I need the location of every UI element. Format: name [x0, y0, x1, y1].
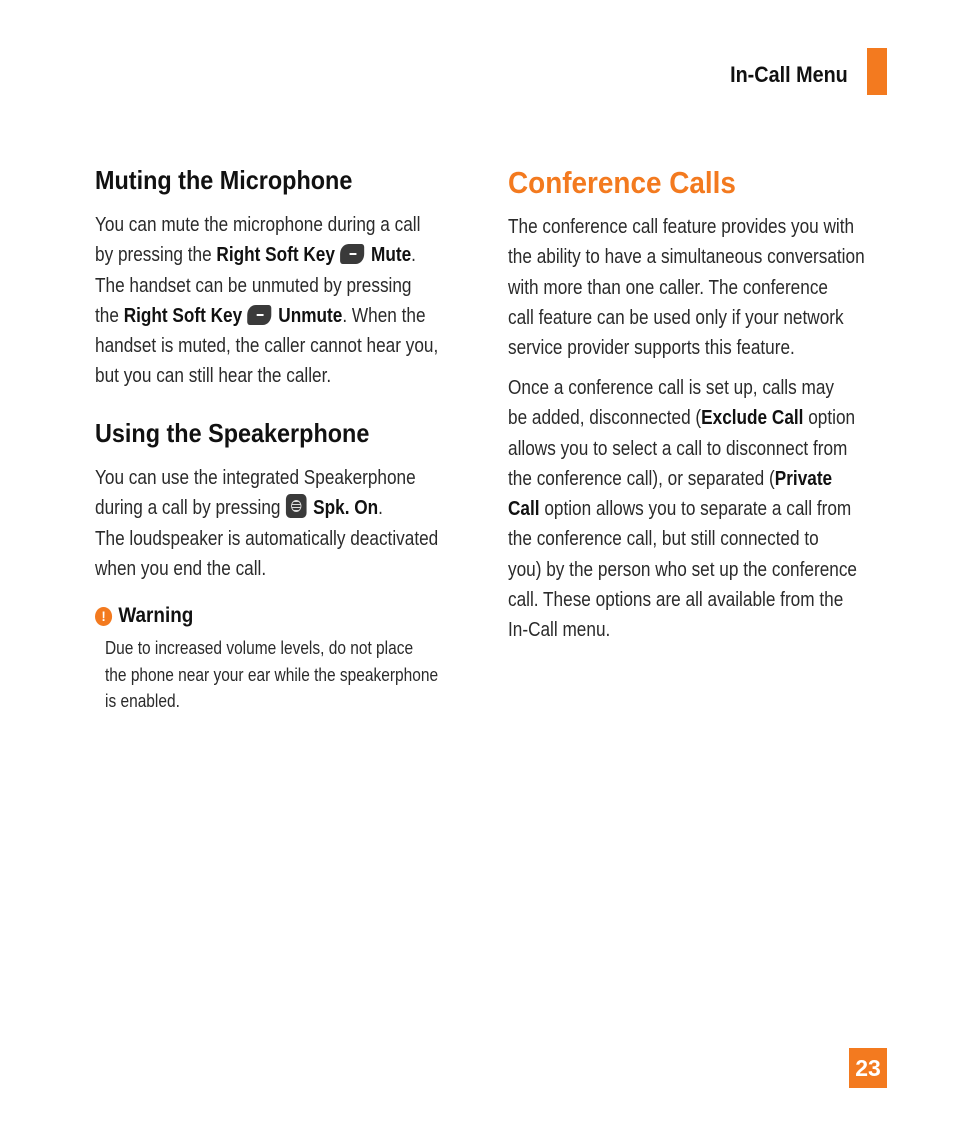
- conference-heading: Conference Calls: [508, 165, 736, 200]
- conference-paragraph-1: The conference call feature provides you with the ability to have a simultaneous conversation with more than one caller. The conference call feature can be used only if your network service provider supports this feature.: [508, 216, 865, 360]
- speaker-key-icon: [286, 494, 307, 518]
- speaker-paragraph: You can use the integrated Speakerphone during a call by pressing Spk. On. The loudspeaker is automatically deactivated when you end the call.: [95, 467, 439, 580]
- exclamation-icon: !: [95, 607, 112, 626]
- header-accent-bar: [867, 48, 887, 95]
- speaker-heading: Using the Speakerphone: [95, 418, 370, 448]
- muting-paragraph: You can mute the microphone during a call by pressing the Right Soft Key Mute. The handset can be unmuted by pressing the Right Soft Key Unmute. When the handset is muted, the caller cannot hear you, but you can still hear the caller.: [95, 214, 439, 388]
- right-soft-key-icon: [247, 305, 271, 325]
- warning-text: Due to increased volume levels, do not place the phone near your ear while the speakerphone is enabled.: [105, 638, 439, 711]
- warning-heading: ! Warning: [95, 604, 193, 628]
- muting-heading: Muting the Microphone: [95, 165, 353, 195]
- right-soft-key-icon: [340, 244, 364, 264]
- conference-paragraph-2: Once a conference call is set up, calls may be added, disconnected (Exclude Call option allows you to select a call to disconnect from the conference call), or separated (Private Call option allows you to separate a call from the conference call, but still connected to you) by the person who set up the conference call. These options are all available from the In-Call menu.: [508, 377, 857, 642]
- header-title: In-Call Menu: [730, 62, 848, 87]
- page-number: 23: [849, 1048, 887, 1088]
